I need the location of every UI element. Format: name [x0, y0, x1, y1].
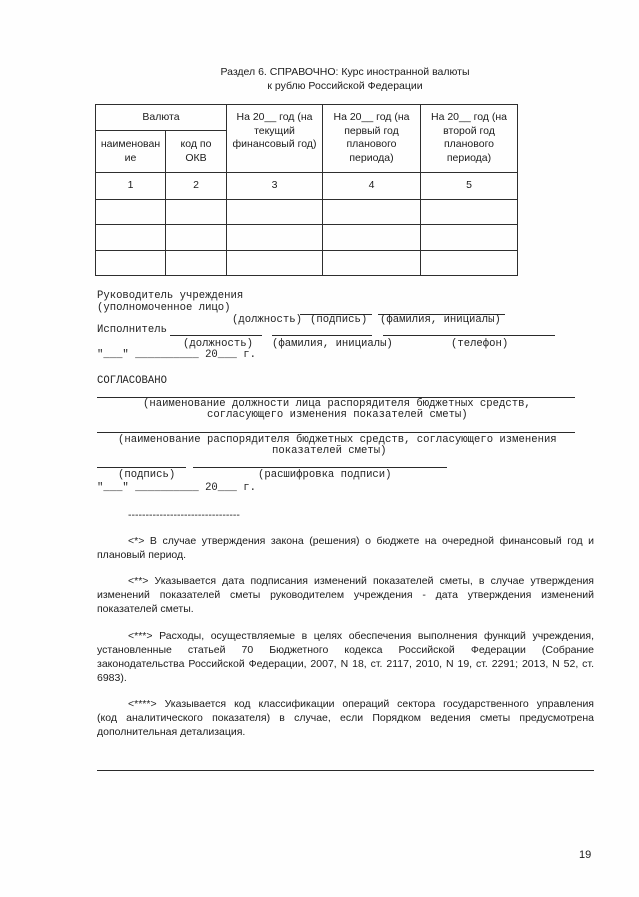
executor-label: Исполнитель — [97, 324, 167, 336]
header-line: периода) — [446, 151, 492, 164]
caption-signature-transcript: (расшифровка подписи) — [258, 469, 392, 481]
header-line: планового — [443, 138, 495, 150]
table-cell — [227, 200, 323, 225]
approver-position-caption: (наименование должности лица распорядителя бюджетных средств, — [143, 398, 531, 410]
approval-heading: СОГЛАСОВАНО — [97, 375, 167, 387]
column-number: 5 — [421, 173, 518, 200]
footnote-line: <*> В случае утверждения закона (решения) о бюджете на очередной финансовый год и — [128, 535, 594, 547]
approver-organization-line — [97, 432, 575, 433]
header-line: второй год — [443, 124, 495, 137]
caption-position: (должность) — [232, 314, 302, 326]
footnote-line: <****> Указывается код классификации операций сектора государственного управления — [128, 698, 594, 710]
header-line: первый год — [344, 124, 399, 137]
table-cell — [323, 225, 421, 251]
table-cell — [96, 251, 166, 276]
header-line: ОКВ — [185, 151, 207, 164]
table-cell — [323, 200, 421, 225]
header-line: код по — [180, 138, 212, 150]
table-header-currency: Валюта — [96, 105, 227, 131]
table-header-okv-code — [166, 131, 227, 173]
footnote-line: изменений показателей сметы руководителем учреждения - дата утверждения изменений — [97, 589, 594, 601]
header-line: На 20__ год (на — [236, 111, 313, 123]
table-cell — [166, 225, 227, 251]
phone-line — [383, 335, 555, 336]
signature-transcript-line — [193, 467, 447, 468]
currency-rate-table — [95, 104, 518, 276]
approver-position-caption: согласующего изменения показателей сметы) — [207, 409, 468, 421]
header-line: финансовый год) — [232, 138, 317, 150]
caption-full-name: (фамилия, инициалы) — [380, 314, 501, 326]
footnote-line: <***> Расходы, осуществляемые в целях обеспечения выполнения функций учреждения, — [128, 630, 594, 642]
footnote-line: дополнительная детализация. — [97, 726, 246, 738]
column-number: 1 — [96, 173, 166, 200]
footnote-line: установленные статьей 70 Бюджетного кодекса Российской Федерации (Собрание — [97, 644, 594, 656]
caption-phone: (телефон) — [451, 338, 509, 350]
table-header-first-plan-year — [323, 105, 421, 173]
caption-full-name: (фамилия, инициалы) — [272, 338, 393, 350]
table-header-name — [96, 131, 166, 173]
column-number: 4 — [323, 173, 421, 200]
table-cell — [227, 251, 323, 276]
name-line — [272, 335, 372, 336]
table-row — [96, 200, 518, 225]
header-line: планового — [346, 138, 397, 150]
column-number: 3 — [227, 173, 323, 200]
table-cell — [227, 225, 323, 251]
table-cell — [323, 251, 421, 276]
signature-line — [97, 467, 186, 468]
approver-organization-caption: показателей сметы) — [272, 445, 387, 457]
section-title — [145, 65, 545, 93]
footnote-line: (код аналитического показателя) в случае, если Порядком ведения сметы предусмотрена — [97, 712, 594, 724]
header-line: периода) — [349, 151, 394, 164]
footnote-line: плановый период. — [97, 549, 187, 561]
column-number-row — [96, 173, 518, 200]
section-title-line: Раздел 6. СПРАВОЧНО: Курс иностранной валюты — [220, 66, 470, 78]
header-line: ие — [124, 151, 137, 164]
table-header-second-plan-year — [421, 105, 518, 173]
table-cell — [421, 251, 518, 276]
caption-position: (должность) — [183, 338, 253, 350]
table-header-current-year — [227, 105, 323, 173]
footnote-separator: -------------------------------- — [128, 509, 240, 521]
head-sublabel: (уполномоченное лицо) — [97, 302, 231, 314]
head-label: Руководитель учреждения — [97, 290, 244, 302]
header-line: На 20__ год (на — [430, 111, 507, 123]
table-cell — [166, 200, 227, 225]
position-line — [170, 335, 262, 336]
bottom-rule — [97, 770, 594, 771]
table-cell — [421, 225, 518, 251]
table-cell — [166, 251, 227, 276]
approver-organization-caption: (наименование распорядителя бюджетных средств, согласующего изменения — [118, 434, 557, 446]
date-line: "___" __________ 20___ г. — [97, 349, 256, 361]
header-line: наименован — [100, 138, 161, 150]
table-row — [96, 251, 518, 276]
caption-signature: (подпись) — [118, 469, 176, 481]
table-row — [96, 225, 518, 251]
page-number: 19 — [579, 849, 592, 861]
section-title-line: к рублю Российской Федерации — [267, 80, 423, 92]
footnote-line: 6983). — [97, 672, 127, 684]
footnote-line: показателей сметы. — [97, 603, 194, 615]
footnote-line: законодательства Российской Федерации, 2007, N 18, ст. 2117, 2010, N 19, ст. 2291; 2013, N 52, ст. — [97, 658, 594, 670]
caption-signature: (подпись) — [310, 314, 368, 326]
header-line: На 20__ год (на — [333, 111, 410, 123]
table-cell — [421, 200, 518, 225]
footnote-line: <**> Указывается дата подписания изменений показателей сметы, в случае утверждения — [128, 575, 594, 587]
header-line: текущий — [254, 124, 295, 137]
column-number: 2 — [166, 173, 227, 200]
table-cell — [96, 225, 166, 251]
table-cell — [96, 200, 166, 225]
date-line: "___" __________ 20___ г. — [97, 482, 256, 494]
